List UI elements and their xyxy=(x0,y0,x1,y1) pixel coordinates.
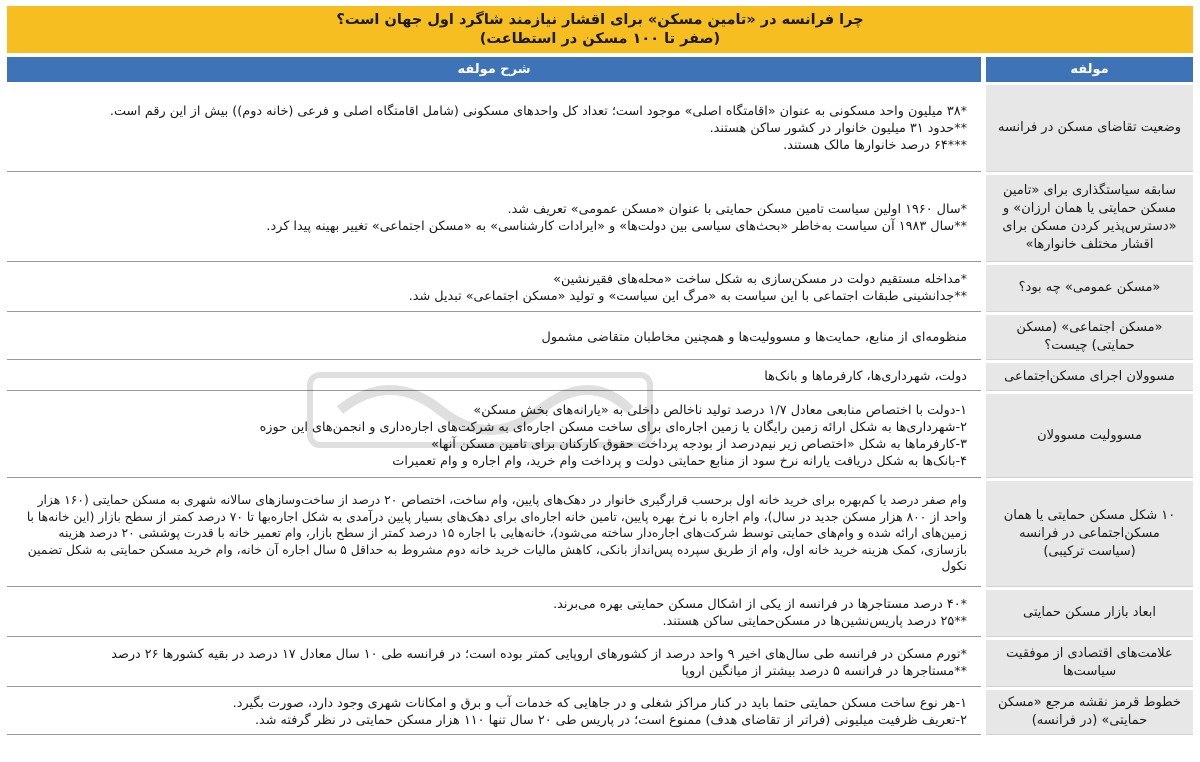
description-line: ۴-بانک‌ها به شکل دریافت یارانه نرخ سود از منابع حمایتی دولت و پرداخت وام خرید، وام اجاره و وام تعمیرات xyxy=(392,453,967,469)
row-component: سابقه سیاستگذاری برای «تامین مسکن حمایتی یا همان ارزان» و «دسترس‌پذیر کردن مسکن برای اقشار مختلف خانوارها» xyxy=(986,175,1193,262)
row-description xyxy=(7,590,981,637)
description-line: ۱-دولت با اختصاص منابعی معادل ۱/۷ درصد تولید ناخالص داخلی به «یارانه‌های بخش مسکن» xyxy=(473,402,967,418)
row-description xyxy=(7,85,981,172)
description-line: **سال ۱۹۸۳ آن سیاست به‌خاطر «بحث‌های سیاسی بین دولت‌ها» و «ایرادات کارشناسی» به «مسکن اجتماعی» تغییر بهینه پیدا کرد. xyxy=(266,219,967,234)
row-component: خطوط قرمز نقشه مرجع «مسکن حمایتی» (در فرانسه) xyxy=(986,690,1193,735)
table-row xyxy=(7,85,1193,172)
row-description xyxy=(7,394,981,478)
title-main: چرا فرانسه در «تامین مسکن» برای اقشار نیازمند شاگرد اول جهان است؟ xyxy=(336,11,864,28)
description-line: ۱-هر نوع ساخت مسکن حمایتی حتما باید در کنار مراکز شغلی و در جاهایی که خدمات آب و برق و امکانات شهری وجود دارد، صورت بگیرد. xyxy=(232,696,967,711)
title-banner xyxy=(7,6,1193,53)
row-component: مسوولان اجرای مسکن‌اجتماعی xyxy=(986,363,1193,391)
table-row xyxy=(7,175,1193,262)
description-line: *سال ۱۹۶۰ اولین سیاست تامین مسکن حمایتی با عنوان «مسکن عمومی» تعریف شد. xyxy=(507,202,967,217)
description-line: *تورم مسکن در فرانسه طی سال‌های اخیر ۹ واحد درصد از کشورهای اروپایی کمتر بوده است؛ در فرانسه طی ۱۰ سال معادل ۱۷ درصد در بقیه کشورها ۲۶ درصد xyxy=(111,647,967,662)
description-line: وام صفر درصد یا کم‌بهره برای خرید خانه اول برحسب قرارگیری خانوار در دهک‌های پایین، وام ساخت، اختصاص ۲۰ درصد از ساخت‌وسازهای سالانه شهری به مسکن حمایتی (۱۶۰ هزار واحد از ۸۰۰ هزار مسکن جدید در سال)، وام اجاره با نرخ بهره پایین، تامین خانه اجاره‌ای برای دهک‌های بسیار پایین درآمدی به شکل اجاره‌بها تا ۷۰ درصد کمتر از سطح بازار (این خانه‌ها با زمین‌های ارائه شده و وام‌های حمایتی توسط شرکت‌های اجاره‌دار ساخته می‌شود)، خانه‌هایی با اجاره ۱۵ درصد کمتر از سطح بازار، وام تعمیر خانه با قدرت پوششی ۲۰ درصد هزینه بازسازی، کمک هزینه خرید خانه اول، وام از طریق سپرده پس‌انداز بانکی، کاهش مالیات خرید خانه دوم مشروط به حداقل ۵ سال اجاره آن خانه، وام خرید مسکن حمایتی به شکل تضمین نکول xyxy=(26,493,967,574)
description-line: **۲۵ درصد پاریس‌نشین‌ها در مسکن‌حمایتی ساکن هستند. xyxy=(662,614,967,629)
table-row xyxy=(7,481,1193,587)
table-row xyxy=(7,265,1193,312)
title-subtitle: (صفر تا ۱۰۰ مسکن در استطاعت) xyxy=(479,30,721,47)
description-line: *۳۸ میلیون واحد مسکونی به عنوان «اقامتگاه اصلی» موجود است؛ تعداد کل واحدهای مسکونی (شامل اقامتگاه اصلی و فرعی (خانه دوم)) بیش از این رقم است. xyxy=(109,103,967,119)
description-line: منظومه‌ای از منابع، حمایت‌ها و مسوولیت‌ها و همچنین مخاطبان متقاضی مشمول xyxy=(541,329,967,345)
table-row xyxy=(7,394,1193,478)
description-line: ۲-شهرداری‌ها به شکل ارائه زمین رایگان یا زمین اجاره‌ای برای ساخت مسکن اجاره‌ای به شرکت‌های اجاره‌داری و انجمن‌های این حوزه xyxy=(259,419,967,435)
table-row xyxy=(7,590,1193,637)
header-component: مولفه xyxy=(986,57,1193,82)
row-description xyxy=(7,363,981,391)
description-line: **جدانشینی طبقات اجتماعی با این سیاست به «مرگ این سیاست» و تولید «مسکن اجتماعی» تبدیل شد. xyxy=(408,289,967,304)
description-line: *مداخله مستقیم دولت در مسکن‌سازی به شکل ساخت «محله‌های فقیرنشین» xyxy=(553,272,967,287)
row-component: ۱۰ شکل مسکن حمایتی یا همان مسکن‌اجتماعی در فرانسه (سیاست ترکیبی) xyxy=(986,481,1193,587)
description-line: دولت، شهرداری‌ها، کارفرماها و بانک‌ها xyxy=(764,369,967,384)
row-component: «مسکن عمومی» چه بود؟ xyxy=(986,265,1193,312)
row-description xyxy=(7,265,981,312)
row-description xyxy=(7,481,981,587)
description-line: *۴۰ درصد مستاجرها در فرانسه از یکی از اشکال مسکن حمایتی بهره می‌برند. xyxy=(553,597,967,612)
description-line: **مستاجرها در فرانسه ۵ درصد بیشتر از میانگین اروپا xyxy=(681,664,967,679)
table-row xyxy=(7,363,1193,391)
header-description: شرح مولفه xyxy=(7,57,981,82)
description-line: ۲-تعریف ظرفیت میلیونی (فراتر از تقاضای هدف) ممنوع است؛ در پاریس طی ۲۰ سال تنها ۱۱۰ هزار مسکن حمایتی در نظر گرفته شد. xyxy=(254,713,967,728)
description-line: ۳-کارفرماها به شکل «اختصاص زیر نیم‌درصد از بودجه پرداخت حقوق کارکنان برای تامین مسکن آنها» xyxy=(431,436,967,452)
row-component: «مسکن اجتماعی» (مسکن حمایتی) چیست؟ xyxy=(986,315,1193,360)
table-row xyxy=(7,640,1193,687)
row-description xyxy=(7,175,981,262)
description-line: **حدود ۳۱ میلیون خانوار در کشور ساکن هستند. xyxy=(709,120,967,136)
table-row xyxy=(7,315,1193,360)
row-description xyxy=(7,690,981,735)
row-description xyxy=(7,640,981,687)
row-component: علامت‌های اقتصادی از موفقیت سیاست‌ها xyxy=(986,640,1193,687)
table-header xyxy=(7,57,1193,82)
row-component: ابعاد بازار مسکن حمایتی xyxy=(986,590,1193,637)
table-row xyxy=(7,690,1193,735)
row-description xyxy=(7,315,981,360)
row-component: وضعیت تقاضای مسکن در فرانسه xyxy=(986,85,1193,172)
row-component: مسوولیت مسوولان xyxy=(986,394,1193,478)
description-line: ***۶۴ درصد خانوارها مالک هستند. xyxy=(783,137,967,153)
